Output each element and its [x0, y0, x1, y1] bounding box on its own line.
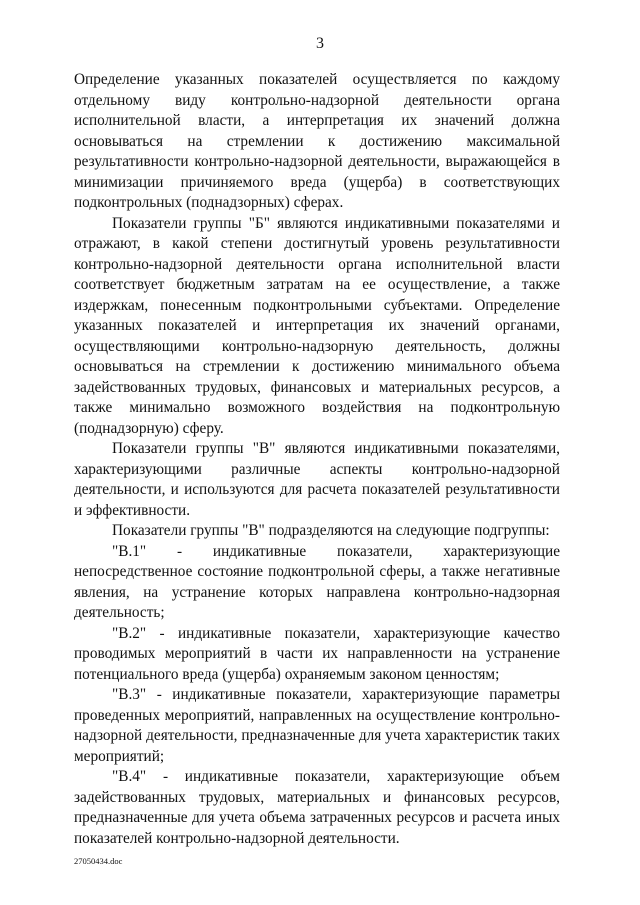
paragraph-subgroups-intro: Показатели группы "В" подразделяются на следующие подгруппы:: [112, 522, 550, 539]
document-body: [74, 70, 560, 849]
paragraph-group-v: Показатели группы "В" являются индикативными показателями, характеризующими различные аспекты контрольно-надзорной деятельности, и используются для расчета показателей результативности и эффективности.: [74, 440, 560, 519]
paragraph-subgroup-v1: "В.1" - индикативные показатели, характеризующие непосредственное состояние подконтрольной сферы, а также негативные явления, на устранение которых направлена контрольно-надзорная деятельность;: [74, 542, 560, 621]
footer-filename: 27050434.doc: [74, 856, 123, 866]
paragraph-subgroup-v4: "В.4" - индикативные показатели, характеризующие объем задействованных трудовых, материальных и финансовых ресурсов, предназначенные для учета объема затраченных ресурсов и расчета иных показателей контрольно-надзорной деятельности.: [74, 768, 560, 847]
paragraph-subgroup-v2: "В.2" - индикативные показатели, характеризующие качество проводимых мероприятий в части их направленности на устранение потенциального вреда (ущерба) охраняемым законом ценностям;: [74, 624, 560, 683]
paragraph-continuation: Определение указанных показателей осуществляется по каждому отдельному виду контрольно-надзорной деятельности органа исполнительной власти, а интерпретация их значений должна основываться на стремлении к достижению максимальной результативности контрольно-надзорной деятельности, выражающейся в минимизации причиняемого вреда (ущерба) в соответствующих подконтрольных (поднадзорных) сферах.: [74, 71, 560, 211]
paragraph-group-b: Показатели группы "Б" являются индикативными показателями и отражают, в какой степени достигнутый уровень результативности контрольно-надзорной деятельности органа исполнительной власти соответствует бюджетным затратам на ее осуществление, а также издержкам, понесенным подконтрольными субъектами. Определение указанных показателей и интерпретация их значений органами, осуществляющими контрольно-надзорную деятельность, должны основываться на стремлении к достижению минимального объема задействованных трудовых, финансовых и материальных ресурсов, а также минимально возможного воздействия на подконтрольную (поднадзорную) сферу.: [74, 214, 560, 437]
page-number: 3: [316, 35, 324, 52]
paragraph-subgroup-v3: "В.3" - индикативные показатели, характеризующие параметры проведенных мероприятий, направленных на осуществление контрольно-надзорной деятельности, предназначенные для учета характеристик таких мероприятий;: [74, 686, 560, 765]
